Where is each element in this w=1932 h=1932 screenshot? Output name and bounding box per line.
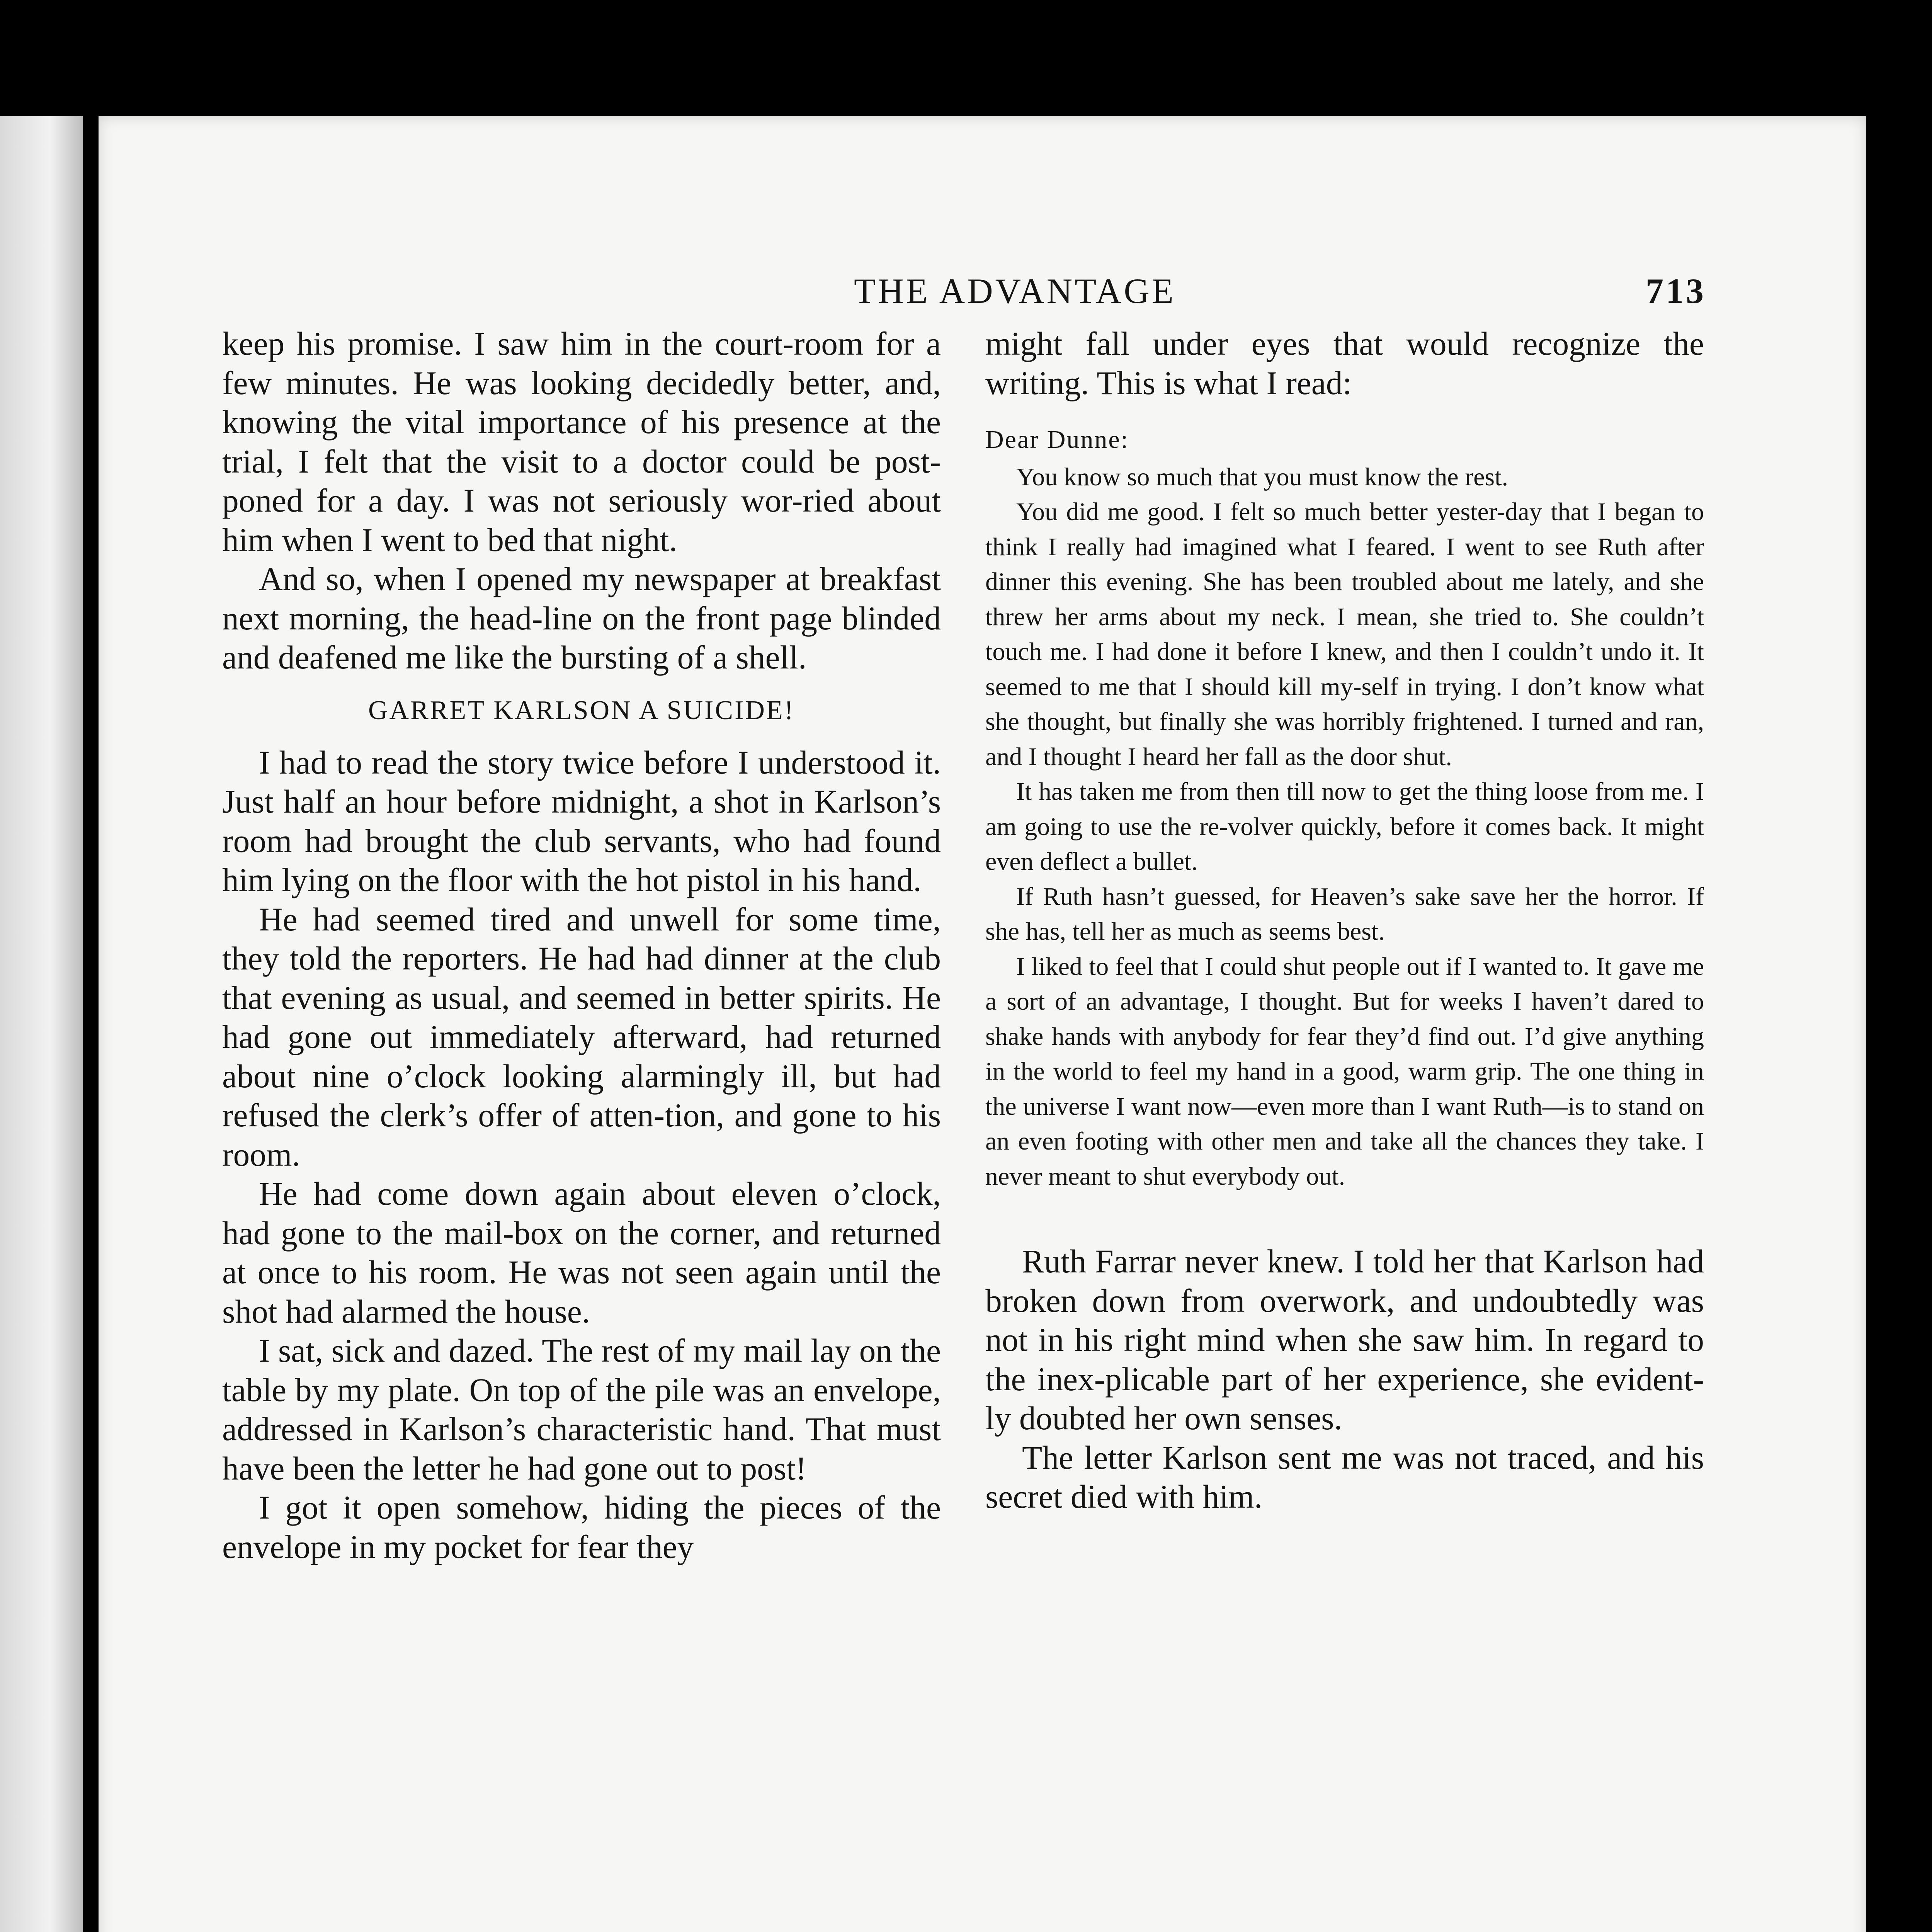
facing-page-edge <box>0 116 83 1932</box>
letter-paragraph: If Ruth hasn’t guessed, for Heaven’s sake save her the horror. If she has, tell her as much as seems best. <box>985 882 1704 946</box>
letter-paragraph: You know so much that you must know the rest. <box>1016 463 1508 491</box>
newspaper-headline: GARRET KARLSON A SUICIDE! <box>368 695 795 725</box>
running-header <box>222 270 1706 325</box>
left-column <box>222 325 941 1567</box>
closing-text <box>985 1242 1704 1517</box>
story-columns <box>222 325 1706 1932</box>
paragraph: I got it open somehow, hiding the pieces of the envelope in my pocket for fear they <box>222 1490 941 1565</box>
paragraph: The letter Karlson sent me was not traced, and his secret died with him. <box>985 1439 1704 1515</box>
page-content <box>222 270 1706 1932</box>
running-title: THE ADVANTAGE <box>854 271 1176 311</box>
paragraph: keep his promise. I saw him in the court-room for a few minutes. He was looking decidedly better, and, knowing the vital importance of his presence at the trial, I felt that the visit to a doctor could be post-poned for a day. I was not seriously wor-ried about him when I went to bed that night. <box>222 326 941 558</box>
paragraph: He had seemed tired and unwell for some time, they told the reporters. He had had dinner at the club that evening as usual, and seemed in better spirits. He had gone out immediately afterward, had returned about nine o’clock looking alarmingly ill, but had refused the clerk’s offer of atten-tion, and gone to his room. <box>222 901 941 1173</box>
page-number: 713 <box>1646 271 1706 311</box>
letter-paragraph: I liked to feel that I could shut people out if I wanted to. It gave me a sort of an advantage, I thought. But for weeks I haven’t dared to shake hands with anybody for fear they’d find out. I’d give anything in the world to feel my hand in a good, warm grip. The one thing in the universe I want now—even more than I want Ruth—is to stand on an even footing with other men and take all the chances they take. I never meant to shut everybody out. <box>985 952 1704 1190</box>
suicide-letter <box>985 422 1704 1194</box>
paragraph: Ruth Farrar never knew. I told her that Karlson had broken down from overwork, and undoubtedly was not in his right mind when she saw him. In regard to the inex-plicable part of her experience, she evident-ly doubted her own senses. <box>985 1243 1704 1437</box>
paragraph: He had come down again about eleven o’clock, had gone to the mail-box on the corner, and returned at once to his room. He was not seen again until the shot had alarmed the house. <box>222 1176 941 1330</box>
paragraph: might fall under eyes that would recognize the writing. This is what I read: <box>985 326 1704 401</box>
letter-paragraph: You did me good. I felt so much better yester-day that I began to think I really had imagined what I feared. I went to see Ruth after dinner this evening. She has been troubled about me lately, and she threw her arms about my neck. I mean, she tried to. She couldn’t touch me. I had done it before I knew, and then I couldn’t undo it. It seemed to me that I should kill my-self in trying. I don’t know what she thought, but finally she was horribly frightened. I turned and ran, and I thought I heard her fall as the door shut. <box>985 498 1704 771</box>
right-column <box>985 325 1704 1517</box>
magazine-page <box>99 116 1866 1932</box>
paragraph: And so, when I opened my newspaper at breakfast next morning, the head-line on the front page blinded and deafened me like the bursting of a shell. <box>222 561 941 676</box>
letter-salutation: Dear Dunne: <box>985 425 1129 454</box>
paragraph: I had to read the story twice before I understood it. Just half an hour before midnight, a shot in Karlson’s room had brought the club servants, who had found him lying on the floor with the hot pistol in his hand. <box>222 744 941 898</box>
letter-paragraph: It has taken me from then till now to get the thing loose from me. I am going to use the re-volver quickly, before it comes back. It might even deflect a bullet. <box>985 777 1704 876</box>
paragraph: I sat, sick and dazed. The rest of my mail lay on the table by my plate. On top of the pile was an envelope, addressed in Karlson’s characteristic hand. That must have been the letter he had gone out to post! <box>222 1333 941 1487</box>
